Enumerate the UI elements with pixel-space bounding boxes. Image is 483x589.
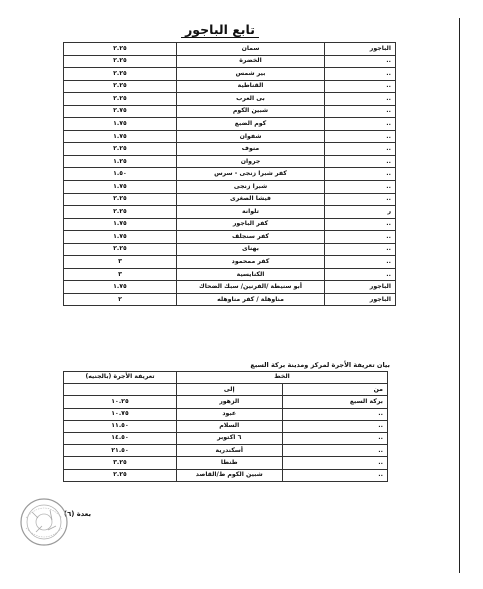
- fare-table-albagour: [63, 42, 396, 306]
- table-row: [64, 105, 396, 118]
- header-fare: تعريفة الأجرة (بالجنيه): [64, 372, 177, 384]
- fare-cell: ٢.٧٥: [64, 105, 177, 118]
- table-row: [64, 130, 396, 143]
- fare-cell: ١.٧٥: [64, 231, 177, 244]
- origin-cell: الباجور: [325, 43, 396, 56]
- destination-cell: بهناى: [177, 243, 325, 256]
- table-row: [64, 457, 388, 469]
- origin-cell: ..: [325, 55, 396, 68]
- table-row: [64, 218, 396, 231]
- fare-table-birket-elsab: [63, 371, 388, 482]
- origin-cell: ..: [282, 432, 388, 444]
- origin-cell: ..: [282, 408, 388, 420]
- fare-cell: ١.٥٠: [64, 168, 177, 181]
- origin-cell: ..: [325, 80, 396, 93]
- destination-cell: عبود: [177, 408, 283, 420]
- destination-cell: شبرا زنجى: [177, 181, 325, 194]
- fare-cell: ١.٧٥: [64, 281, 177, 294]
- fare-cell: ١.٢٥: [64, 155, 177, 168]
- origin-cell: ..: [325, 130, 396, 143]
- fare-table-albagour-body: [64, 43, 396, 306]
- table-row: [64, 93, 396, 106]
- fare-cell: ٢.٢٥: [64, 469, 177, 481]
- table-row: [64, 396, 388, 408]
- fare-cell: ٣: [64, 268, 177, 281]
- origin-cell: ..: [282, 457, 388, 469]
- official-seal-stamp: [18, 496, 70, 548]
- destination-cell: طنطا: [177, 457, 283, 469]
- table-row: [64, 181, 396, 194]
- table-row: [64, 193, 396, 206]
- destination-cell: سمان: [177, 43, 325, 56]
- origin-cell: ..: [325, 268, 396, 281]
- destination-cell: أسكندرية: [177, 445, 283, 457]
- table-row: [64, 206, 396, 219]
- header-to: إلى: [177, 384, 283, 396]
- table-row: [64, 231, 396, 244]
- table-row: [64, 155, 396, 168]
- table-row: [64, 55, 396, 68]
- origin-cell: ر: [325, 206, 396, 219]
- table-row: [64, 256, 396, 269]
- table-row: [64, 408, 388, 420]
- table2-header-row-1: [64, 372, 388, 384]
- table-row: [64, 43, 396, 56]
- header-line: الخط: [177, 372, 388, 384]
- origin-cell: ..: [325, 256, 396, 269]
- origin-cell: ..: [325, 68, 396, 81]
- origin-cell: ..: [325, 231, 396, 244]
- origin-cell: ..: [325, 155, 396, 168]
- destination-cell: القناطية: [177, 80, 325, 93]
- destination-cell: ٦ اكتوبر: [177, 432, 283, 444]
- fare-cell: ٣: [64, 256, 177, 269]
- fare-cell: ٢.٢٥: [64, 93, 177, 106]
- fare-cell: ٢١.٥٠: [64, 445, 177, 457]
- header-from: من: [282, 384, 388, 396]
- origin-cell: ..: [325, 193, 396, 206]
- table2-header-row-2: [64, 384, 388, 396]
- table-row: [64, 168, 396, 181]
- fare-cell: ٢.٢٥: [64, 68, 177, 81]
- fare-cell: ٢.٢٥: [64, 206, 177, 219]
- fare-cell: ٣.٢٥: [64, 457, 177, 469]
- origin-cell: ..: [325, 143, 396, 156]
- destination-cell: جروان: [177, 155, 325, 168]
- fare-cell: ٢.٢٥: [64, 243, 177, 256]
- fare-cell: ١.٧٥: [64, 118, 177, 131]
- destination-cell: بى العرب: [177, 93, 325, 106]
- origin-cell: الباجور: [325, 281, 396, 294]
- destination-cell: كفر شبرا زنجى - سرس: [177, 168, 325, 181]
- fare-cell: ١٤.٥٠: [64, 432, 177, 444]
- destination-cell: مناوهلة / كفر مناوهله: [177, 293, 325, 306]
- table-row: [64, 469, 388, 481]
- table-row: [64, 68, 396, 81]
- table-row: [64, 118, 396, 131]
- destination-cell: الكنايسية: [177, 268, 325, 281]
- origin-cell: ..: [282, 420, 388, 432]
- destination-cell: شبين الكوم: [177, 105, 325, 118]
- origin-cell: الباجور: [325, 293, 396, 306]
- destination-cell: فيشا الصغرى: [177, 193, 325, 206]
- header-fare-empty: [64, 384, 177, 396]
- destination-cell: تلوانة: [177, 206, 325, 219]
- origin-cell: ..: [282, 445, 388, 457]
- fare-cell: ٢.٢٥: [64, 43, 177, 56]
- destination-cell: شبين الكوم ط/القاصد: [177, 469, 283, 481]
- fare-cell: ١٠.٢٥: [64, 396, 177, 408]
- origin-cell: ..: [325, 105, 396, 118]
- origin-cell: ..: [325, 118, 396, 131]
- destination-cell: كفر ممحمود: [177, 256, 325, 269]
- origin-cell: ..: [325, 181, 396, 194]
- origin-cell: ..: [325, 168, 396, 181]
- origin-cell: بركة السبع: [282, 396, 388, 408]
- fare-cell: ٢.٢٥: [64, 143, 177, 156]
- fare-cell: ١١.٥٠: [64, 420, 177, 432]
- destination-cell: شفوان: [177, 130, 325, 143]
- fare-cell: ١.٧٥: [64, 181, 177, 194]
- fare-cell: ٢.٢٥: [64, 193, 177, 206]
- table-row: [64, 420, 388, 432]
- destination-cell: الزهور: [177, 396, 283, 408]
- origin-cell: ..: [282, 469, 388, 481]
- destination-cell: السلام: [177, 420, 283, 432]
- margin-rule: [459, 18, 460, 573]
- page-title: تابع الباجور: [150, 22, 290, 40]
- fare-cell: ٢: [64, 293, 177, 306]
- table-row: [64, 143, 396, 156]
- fare-cell: ٢.٢٥: [64, 80, 177, 93]
- destination-cell: الخضرة: [177, 55, 325, 68]
- fare-cell: ١.٧٥: [64, 218, 177, 231]
- table-row: [64, 268, 396, 281]
- continued-note: بعدة (٦): [64, 510, 92, 518]
- destination-cell: كوم الضبع: [177, 118, 325, 131]
- table-row: [64, 243, 396, 256]
- fare-cell: ١٠.٧٥: [64, 408, 177, 420]
- table-row: [64, 80, 396, 93]
- table-row: [64, 281, 396, 294]
- destination-cell: بير شمس: [177, 68, 325, 81]
- table-row: [64, 432, 388, 444]
- origin-cell: ..: [325, 218, 396, 231]
- destination-cell: منوف: [177, 143, 325, 156]
- destination-cell: أبو سنيطة /الفرنين/ سبك الضحاك: [177, 281, 325, 294]
- fare-cell: ٢.٢٥: [64, 55, 177, 68]
- origin-cell: ..: [325, 93, 396, 106]
- fare-cell: ١.٧٥: [64, 130, 177, 143]
- table-row: [64, 293, 396, 306]
- origin-cell: ..: [325, 243, 396, 256]
- destination-cell: كفر سنجلف: [177, 231, 325, 244]
- table2-caption: بيان تعريفة الأجرة لمركز ومدينة بركة السبع: [250, 361, 390, 369]
- table-row: [64, 445, 388, 457]
- destination-cell: كفر الباجور: [177, 218, 325, 231]
- fare-table-birket-elsab-body: [64, 396, 388, 481]
